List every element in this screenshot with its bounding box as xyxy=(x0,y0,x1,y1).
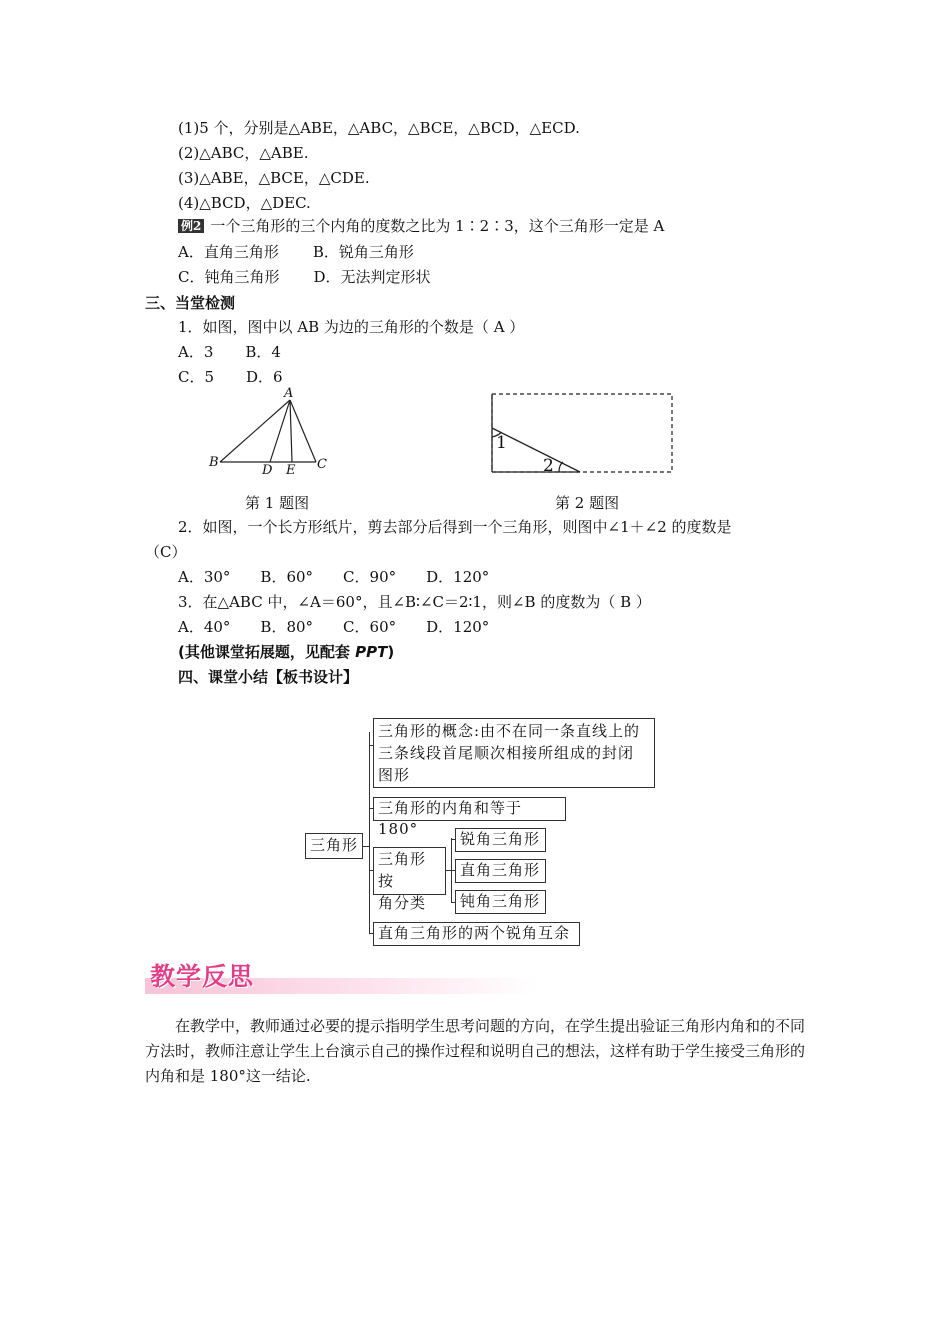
classify-line: 三角形按 xyxy=(378,850,427,890)
q1-option-a: A．3 xyxy=(178,343,214,361)
q2-option-c: C．90° xyxy=(343,568,397,586)
question-1: 1．如图，图中以 AB 为边的三角形的个数是（ A ） xyxy=(178,318,525,336)
concept-line: 图形 xyxy=(378,766,411,784)
right-triangle-box: 直角三角形 xyxy=(455,859,546,883)
label-a: A xyxy=(284,386,294,401)
example-question: 一个三角形的三个内角的度数之比为 1∶2∶3，这个三角形一定是 A xyxy=(210,217,665,235)
answer-2: (2)△ABC，△ABE. xyxy=(178,144,309,162)
label-c: C xyxy=(317,457,327,472)
answer-3: (3)△ABE，△BCE，△CDE. xyxy=(178,169,370,187)
label-b: B xyxy=(209,455,219,470)
example-badge: 例2 xyxy=(178,219,204,233)
figure-1-caption: 第 1 题图 xyxy=(245,494,310,512)
option-a: A．直角三角形 xyxy=(178,243,279,261)
question-2: 2．如图，一个长方形纸片，剪去部分后得到一个三角形，则图中∠1＋∠2 的度数是 xyxy=(178,518,732,536)
q2-option-d: D．120° xyxy=(426,568,490,586)
concept-line: 三角形的概念:由不在同一条直线上的 xyxy=(378,722,641,740)
brace-main xyxy=(369,732,370,934)
obtuse-triangle-box: 钝角三角形 xyxy=(455,890,546,914)
q2-options xyxy=(178,567,489,587)
note-suffix: ) xyxy=(387,643,395,661)
option-b: B．锐角三角形 xyxy=(312,243,414,261)
angle-2-label: 2 xyxy=(543,456,554,476)
option-d: D．无法判定形状 xyxy=(313,268,431,286)
q1-option-d: D．6 xyxy=(246,368,283,386)
q1-option-c: C．5 xyxy=(178,368,215,386)
acute-triangle-box: 锐角三角形 xyxy=(455,828,546,852)
reflection-paragraph: 在教学中，教师通过必要的提示指明学生思考问题的方向，在学生提出验证三角形内角和的不同方法时，教师注意让学生上台演示自己的操作过程和说明自己的想法，这样有助于学生接受三角形的内角和是 180°这一结论. xyxy=(145,1017,806,1085)
edge-ac xyxy=(290,400,316,462)
label-d: D xyxy=(262,463,273,478)
angle-1-label: 1 xyxy=(496,433,507,453)
edge-ae xyxy=(290,400,292,462)
q3-option-d: D．120° xyxy=(426,618,490,636)
label-e: E xyxy=(286,463,296,478)
note-prefix: (其他课堂拓展题，见配套 xyxy=(178,643,356,661)
reflection-heading: 教学反思 xyxy=(150,962,255,991)
option-c: C．钝角三角形 xyxy=(178,268,280,286)
q3-option-c: C．60° xyxy=(343,618,397,636)
answer-1: (1)5 个，分别是△ABE，△ABC，△BCE，△BCD，△ECD. xyxy=(178,119,580,137)
q3-options xyxy=(178,617,489,637)
root-box: 三角形 xyxy=(305,833,363,859)
example-options-row1 xyxy=(178,242,414,262)
right-triangle-fact-box: 直角三角形的两个锐角互余 xyxy=(373,922,580,946)
dashed-rectangle xyxy=(492,394,672,472)
q2-option-b: B．60° xyxy=(260,568,314,586)
q1-option-b: B．4 xyxy=(245,343,281,361)
answer-4: (4)△BCD，△DEC. xyxy=(178,194,311,212)
q3-option-a: A．40° xyxy=(178,618,231,636)
figure-2-rectangle xyxy=(486,388,682,480)
concept-box xyxy=(373,718,655,788)
classify-line: 角分类 xyxy=(378,894,427,912)
concept-line: 三条线段首尾顺次相接所组成的封闭 xyxy=(378,744,635,762)
q2-option-a: A．30° xyxy=(178,568,231,586)
brace-joint xyxy=(363,846,370,847)
angle-sum-box: 三角形的内角和等于 180° xyxy=(373,797,566,821)
section-4-title: 四、课堂小结【板书设计】 xyxy=(178,668,359,686)
question-3: 3．在△ABC 中，∠A＝60°，且∠B∶∠C＝2∶1，则∠B 的度数为（ B ） xyxy=(178,593,651,611)
example-options-row2 xyxy=(178,267,431,287)
note-ppt: PPT xyxy=(355,643,388,661)
figure-2-caption: 第 2 题图 xyxy=(555,494,620,512)
example-2 xyxy=(178,216,664,236)
figure-1-triangle xyxy=(200,384,340,479)
extension-note xyxy=(178,642,394,662)
q1-options-row1 xyxy=(178,342,281,362)
question-2-answer: （C） xyxy=(145,543,187,561)
classify-box xyxy=(373,847,446,912)
section-3-title: 三、当堂检测 xyxy=(145,294,236,312)
q3-option-b: B．80° xyxy=(260,618,314,636)
